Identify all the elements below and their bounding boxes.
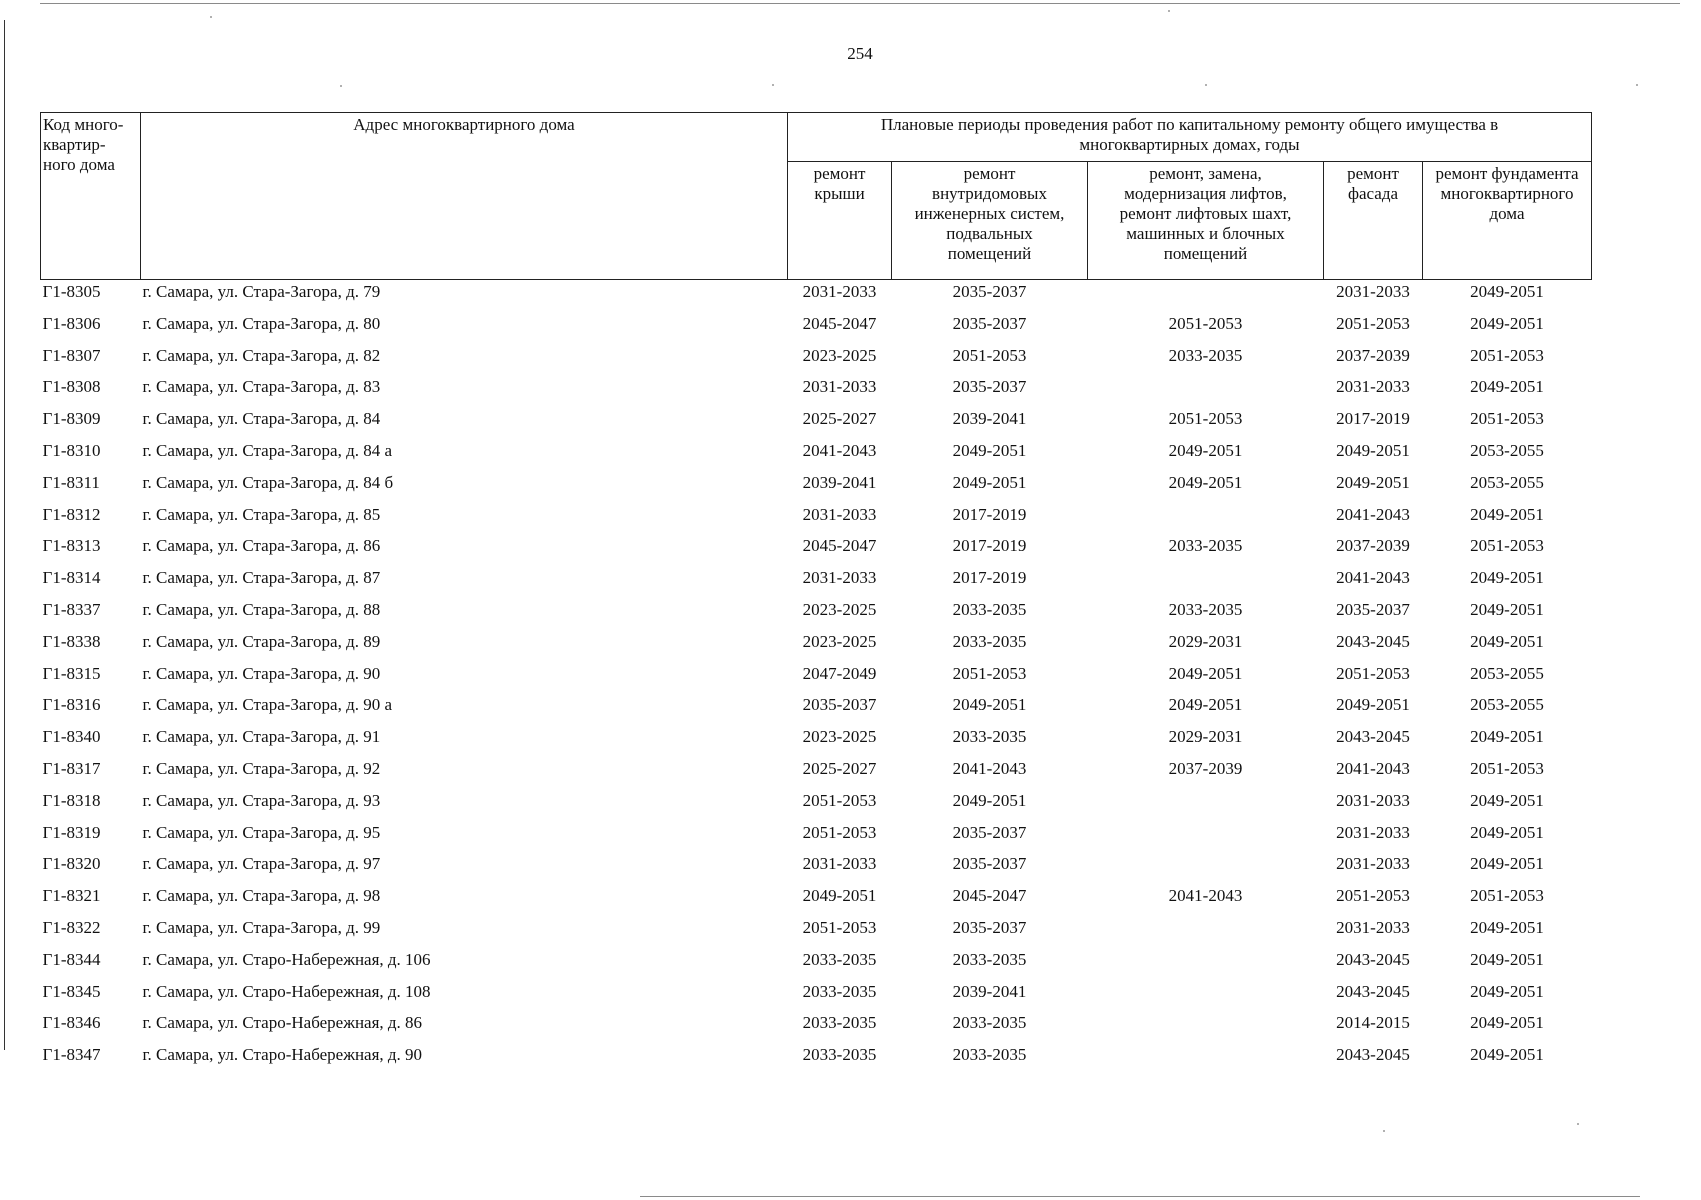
- row-roof-period: 2023-2025: [802, 345, 877, 365]
- header-address: [141, 113, 788, 280]
- row-address: г. Самара, ул. Стара-Загора, д. 93: [142, 790, 381, 810]
- page-number: 254: [847, 44, 873, 63]
- row-systems-period: 2035-2037: [952, 854, 1027, 874]
- header-line: подвальных: [946, 224, 1033, 244]
- row-systems-period: 2049-2051: [952, 790, 1027, 810]
- table-row: [41, 346, 1592, 378]
- row-facade-period: 2043-2045: [1336, 949, 1410, 969]
- row-systems-period: 2049-2051: [952, 440, 1027, 460]
- row-address: г. Самара, ул. Старо-Набережная, д. 90: [142, 1045, 423, 1065]
- row-facade-period: 2041-2043: [1336, 758, 1410, 778]
- row-address: г. Самара, ул. Стара-Загора, д. 95: [142, 822, 381, 842]
- row-foundation-period: 2049-2051: [1470, 282, 1544, 301]
- row-address: г. Самара, ул. Стара-Загора, д. 92: [142, 758, 381, 778]
- header-line: фасада: [1347, 184, 1399, 204]
- row-address: г. Самара, ул. Стара-Загора, д. 97: [142, 854, 381, 874]
- row-code: Г1-8314: [42, 568, 101, 588]
- row-code: Г1-8308: [42, 377, 101, 397]
- row-roof-period: 2031-2033: [802, 504, 877, 524]
- header-code: [41, 113, 141, 280]
- table-row: [41, 727, 1592, 759]
- row-code: Г1-8310: [42, 440, 101, 460]
- header-periods-line: многоквартирных домах, годы: [1079, 135, 1300, 154]
- row-code: Г1-8344: [42, 949, 101, 969]
- row-facade-period: 2051-2053: [1336, 313, 1410, 333]
- row-address: г. Самара, ул. Стара-Загора, д. 91: [142, 727, 381, 747]
- row-code: Г1-8346: [42, 1013, 101, 1033]
- row-address: г. Самара, ул. Стара-Загора, д. 90 а: [142, 695, 393, 715]
- repair-schedule-table: [40, 112, 1592, 1077]
- row-systems-period: 2049-2051: [952, 695, 1027, 715]
- row-address: г. Самара, ул. Стара-Загора, д. 90: [142, 663, 381, 683]
- row-foundation-period: 2049-2051: [1470, 631, 1544, 651]
- row-roof-period: 2035-2037: [802, 695, 877, 715]
- row-address: г. Самара, ул. Старо-Набережная, д. 86: [142, 1013, 423, 1033]
- row-systems-period: 2033-2035: [952, 949, 1027, 969]
- row-lifts-period: 2049-2051: [1168, 440, 1243, 460]
- scan-speck: [772, 84, 774, 86]
- row-systems-period: 2017-2019: [952, 504, 1027, 524]
- row-facade-period: 2031-2033: [1336, 282, 1410, 301]
- row-foundation-period: 2049-2051: [1470, 949, 1544, 969]
- row-roof-period: 2031-2033: [802, 568, 877, 588]
- row-code: Г1-8311: [42, 472, 100, 492]
- table-row: [41, 664, 1592, 696]
- row-roof-period: 2025-2027: [802, 758, 877, 778]
- row-lifts-period: [1088, 823, 1324, 855]
- row-systems-period: 2033-2035: [952, 631, 1027, 651]
- row-lifts-period: 2041-2043: [1168, 886, 1243, 906]
- table-row: [41, 759, 1592, 791]
- header-roof: [788, 162, 892, 280]
- row-roof-period: 2031-2033: [802, 282, 877, 301]
- row-foundation-period: 2049-2051: [1470, 504, 1544, 524]
- row-lifts-period: [1088, 1045, 1324, 1077]
- row-facade-period: 2049-2051: [1336, 440, 1410, 460]
- row-address: г. Самара, ул. Стара-Загора, д. 89: [142, 631, 381, 651]
- table-row: [41, 505, 1592, 537]
- header-line: помещений: [1163, 244, 1248, 264]
- row-roof-period: 2051-2053: [802, 822, 877, 842]
- row-roof-period: 2023-2025: [802, 727, 877, 747]
- row-foundation-period: 2049-2051: [1470, 917, 1544, 937]
- header-code-line: Код много-: [43, 115, 124, 134]
- header-address-label: Адрес многоквартирного дома: [353, 115, 575, 134]
- row-facade-period: 2051-2053: [1336, 886, 1410, 906]
- row-address: г. Самара, ул. Старо-Набережная, д. 106: [142, 949, 431, 969]
- row-facade-period: 2014-2015: [1336, 1013, 1410, 1033]
- table-row: [41, 854, 1592, 886]
- row-facade-period: 2031-2033: [1336, 377, 1410, 397]
- table-row: [41, 632, 1592, 664]
- header-lifts: [1088, 162, 1324, 280]
- row-lifts-period: 2051-2053: [1168, 313, 1243, 333]
- row-code: Г1-8320: [42, 854, 101, 874]
- row-facade-period: 2043-2045: [1336, 631, 1410, 651]
- row-lifts-period: [1088, 854, 1324, 886]
- header-line: инженерных систем,: [914, 204, 1065, 224]
- row-systems-period: 2033-2035: [952, 599, 1027, 619]
- header-line: ремонт: [813, 164, 866, 184]
- row-address: г. Самара, ул. Старо-Набережная, д. 108: [142, 981, 431, 1001]
- row-roof-period: 2045-2047: [802, 536, 877, 556]
- table-row: [41, 1013, 1592, 1045]
- row-code: Г1-8322: [42, 917, 101, 937]
- row-foundation-period: 2053-2055: [1470, 472, 1544, 492]
- row-systems-period: 2017-2019: [952, 568, 1027, 588]
- row-lifts-period: 2033-2035: [1168, 536, 1243, 556]
- header-line: помещений: [947, 244, 1032, 264]
- row-foundation-period: 2049-2051: [1470, 1013, 1544, 1033]
- row-facade-period: 2041-2043: [1336, 504, 1410, 524]
- row-code: Г1-8318: [42, 790, 101, 810]
- row-facade-period: 2031-2033: [1336, 790, 1410, 810]
- scan-edge-top: [40, 3, 1680, 4]
- row-foundation-period: 2049-2051: [1470, 1045, 1544, 1065]
- table-row: [41, 536, 1592, 568]
- header-code-line: ного дома: [43, 155, 115, 174]
- row-code: Г1-8309: [42, 409, 101, 429]
- row-foundation-period: 2049-2051: [1470, 568, 1544, 588]
- row-code: Г1-8337: [42, 599, 101, 619]
- row-systems-period: 2041-2043: [952, 758, 1027, 778]
- header-line: ремонт лифтовых шахт,: [1119, 204, 1292, 224]
- header-periods-line: Плановые периоды проведения работ по капитальному ремонту общего имущества в: [880, 115, 1499, 134]
- row-facade-period: 2043-2045: [1336, 1045, 1410, 1065]
- row-roof-period: 2033-2035: [802, 949, 877, 969]
- row-address: г. Самара, ул. Стара-Загора, д. 85: [142, 504, 381, 524]
- row-lifts-period: 2033-2035: [1168, 345, 1243, 365]
- row-lifts-period: [1088, 1013, 1324, 1045]
- row-facade-period: 2041-2043: [1336, 568, 1410, 588]
- header-line: машинных и блочных: [1126, 224, 1285, 244]
- row-systems-period: 2033-2035: [952, 1045, 1027, 1065]
- row-roof-period: 2031-2033: [802, 854, 877, 874]
- row-facade-period: 2049-2051: [1336, 472, 1410, 492]
- row-facade-period: 2043-2045: [1336, 981, 1410, 1001]
- row-address: г. Самара, ул. Стара-Загора, д. 98: [142, 886, 381, 906]
- row-address: г. Самара, ул. Стара-Загора, д. 84 б: [142, 472, 394, 492]
- row-systems-period: 2039-2041: [952, 409, 1027, 429]
- scan-speck: [340, 85, 342, 87]
- table-row: [41, 280, 1592, 314]
- row-systems-period: 2033-2035: [952, 727, 1027, 747]
- table-row: [41, 791, 1592, 823]
- row-roof-period: 2047-2049: [802, 663, 877, 683]
- row-code: Г1-8347: [42, 1045, 101, 1065]
- row-lifts-period: [1088, 505, 1324, 537]
- row-code: Г1-8321: [42, 886, 101, 906]
- row-code: Г1-8307: [42, 345, 101, 365]
- table-row: [41, 982, 1592, 1014]
- row-roof-period: 2023-2025: [802, 599, 877, 619]
- row-address: г. Самара, ул. Стара-Загора, д. 80: [142, 313, 381, 333]
- scan-speck: [1383, 1130, 1385, 1132]
- row-code: Г1-8319: [42, 822, 101, 842]
- row-facade-period: 2051-2053: [1336, 663, 1410, 683]
- row-foundation-period: 2049-2051: [1470, 790, 1544, 810]
- row-lifts-period: 2037-2039: [1168, 758, 1243, 778]
- row-systems-period: 2039-2041: [952, 981, 1027, 1001]
- row-lifts-period: 2029-2031: [1168, 727, 1243, 747]
- row-lifts-period: 2049-2051: [1168, 695, 1243, 715]
- table-row: [41, 950, 1592, 982]
- scan-edge-left: [4, 20, 5, 1050]
- row-roof-period: 2033-2035: [802, 1045, 877, 1065]
- table-row: [41, 918, 1592, 950]
- row-lifts-period: [1088, 568, 1324, 600]
- row-systems-period: 2017-2019: [952, 536, 1027, 556]
- table-row: [41, 600, 1592, 632]
- header-line: ремонт: [963, 164, 1016, 184]
- row-address: г. Самара, ул. Стара-Загора, д. 87: [142, 568, 381, 588]
- row-foundation-period: 2049-2051: [1470, 599, 1544, 619]
- row-lifts-period: 2029-2031: [1168, 631, 1243, 651]
- table-row: [41, 568, 1592, 600]
- row-roof-period: 2033-2035: [802, 1013, 877, 1033]
- row-address: г. Самара, ул. Стара-Загора, д. 99: [142, 917, 381, 937]
- scan-speck: [210, 16, 212, 18]
- row-lifts-period: 2049-2051: [1168, 472, 1243, 492]
- row-roof-period: 2023-2025: [802, 631, 877, 651]
- row-systems-period: 2051-2053: [952, 345, 1027, 365]
- row-lifts-period: 2051-2053: [1168, 409, 1243, 429]
- row-code: Г1-8306: [42, 313, 101, 333]
- header-foundation: [1423, 162, 1592, 280]
- row-lifts-period: [1088, 377, 1324, 409]
- scan-edge-bottom: [640, 1196, 1640, 1197]
- row-systems-period: 2035-2037: [952, 282, 1027, 301]
- row-lifts-period: [1088, 791, 1324, 823]
- row-foundation-period: 2049-2051: [1470, 377, 1544, 397]
- row-lifts-period: [1088, 950, 1324, 982]
- header-systems: [892, 162, 1088, 280]
- row-foundation-period: 2051-2053: [1470, 758, 1544, 778]
- header-facade: [1324, 162, 1423, 280]
- row-foundation-period: 2053-2055: [1470, 440, 1544, 460]
- header-line: модернизация лифтов,: [1124, 184, 1287, 204]
- row-roof-period: 2031-2033: [802, 377, 877, 397]
- header-line: крыши: [814, 184, 865, 204]
- row-facade-period: 2031-2033: [1336, 854, 1410, 874]
- row-roof-period: 2041-2043: [802, 440, 877, 460]
- row-systems-period: 2033-2035: [952, 1013, 1027, 1033]
- row-systems-period: 2035-2037: [952, 313, 1027, 333]
- row-foundation-period: 2049-2051: [1470, 854, 1544, 874]
- table-row: [41, 886, 1592, 918]
- row-lifts-period: 2049-2051: [1168, 663, 1243, 683]
- row-address: г. Самара, ул. Стара-Загора, д. 84: [142, 409, 381, 429]
- row-systems-period: 2049-2051: [952, 472, 1027, 492]
- row-foundation-period: 2053-2055: [1470, 663, 1544, 683]
- row-lifts-period: 2033-2035: [1168, 599, 1243, 619]
- row-foundation-period: 2049-2051: [1470, 313, 1544, 333]
- row-foundation-period: 2051-2053: [1470, 886, 1544, 906]
- header-line: ремонт: [1347, 164, 1399, 184]
- table-row: [41, 823, 1592, 855]
- scan-speck: [1577, 1123, 1579, 1125]
- row-lifts-period: [1088, 918, 1324, 950]
- row-roof-period: 2045-2047: [802, 313, 877, 333]
- row-roof-period: 2051-2053: [802, 790, 877, 810]
- row-code: Г1-8312: [42, 504, 101, 524]
- row-address: г. Самара, ул. Стара-Загора, д. 83: [142, 377, 381, 397]
- table-row: [41, 695, 1592, 727]
- row-code: Г1-8338: [42, 631, 101, 651]
- row-foundation-period: 2051-2053: [1470, 536, 1544, 556]
- row-foundation-period: 2049-2051: [1470, 981, 1544, 1001]
- row-roof-period: 2051-2053: [802, 917, 877, 937]
- row-facade-period: 2035-2037: [1336, 599, 1410, 619]
- row-code: Г1-8345: [42, 981, 101, 1001]
- row-systems-period: 2035-2037: [952, 917, 1027, 937]
- row-address: г. Самара, ул. Стара-Загора, д. 79: [142, 282, 381, 301]
- scan-speck: [1168, 10, 1170, 12]
- row-facade-period: 2043-2045: [1336, 727, 1410, 747]
- row-code: Г1-8340: [42, 727, 101, 747]
- row-facade-period: 2031-2033: [1336, 822, 1410, 842]
- header-periods: [788, 113, 1592, 162]
- row-systems-period: 2045-2047: [952, 886, 1027, 906]
- table-row: [41, 409, 1592, 441]
- row-code: Г1-8305: [42, 282, 101, 301]
- table-row: [41, 377, 1592, 409]
- row-foundation-period: 2051-2053: [1470, 345, 1544, 365]
- row-lifts-period: [1088, 982, 1324, 1014]
- row-address: г. Самара, ул. Стара-Загора, д. 86: [142, 536, 381, 556]
- scan-speck: [1636, 84, 1638, 86]
- row-code: Г1-8315: [42, 663, 101, 683]
- row-foundation-period: 2053-2055: [1470, 695, 1544, 715]
- row-roof-period: 2033-2035: [802, 981, 877, 1001]
- row-address: г. Самара, ул. Стара-Загора, д. 88: [142, 599, 381, 619]
- header-line: ремонт фундамента: [1435, 164, 1579, 184]
- table-body: [41, 280, 1592, 1077]
- row-code: Г1-8313: [42, 536, 101, 556]
- row-systems-period: 2035-2037: [952, 377, 1027, 397]
- row-systems-period: 2051-2053: [952, 663, 1027, 683]
- header-code-line: квартир-: [43, 135, 106, 154]
- row-foundation-period: 2049-2051: [1470, 727, 1544, 747]
- header-line: дома: [1489, 204, 1525, 224]
- row-facade-period: 2037-2039: [1336, 345, 1410, 365]
- table-row: [41, 441, 1592, 473]
- row-systems-period: 2035-2037: [952, 822, 1027, 842]
- row-code: Г1-8316: [42, 695, 101, 715]
- row-roof-period: 2049-2051: [802, 886, 877, 906]
- scan-speck: [1205, 84, 1207, 86]
- row-facade-period: 2037-2039: [1336, 536, 1410, 556]
- row-facade-period: 2017-2019: [1336, 409, 1410, 429]
- row-address: г. Самара, ул. Стара-Загора, д. 82: [142, 345, 381, 365]
- row-facade-period: 2049-2051: [1336, 695, 1410, 715]
- header-line: внутридомовых: [932, 184, 1047, 204]
- table-row: [41, 314, 1592, 346]
- row-facade-period: 2031-2033: [1336, 917, 1410, 937]
- table-row: [41, 473, 1592, 505]
- row-foundation-period: 2049-2051: [1470, 822, 1544, 842]
- row-address: г. Самара, ул. Стара-Загора, д. 84 а: [142, 440, 393, 460]
- header-line: ремонт, замена,: [1149, 164, 1262, 184]
- table-row: [41, 1045, 1592, 1077]
- row-roof-period: 2039-2041: [802, 472, 877, 492]
- row-code: Г1-8317: [42, 758, 101, 778]
- row-lifts-period: [1088, 280, 1324, 314]
- header-line: многоквартирного: [1440, 184, 1574, 204]
- row-roof-period: 2025-2027: [802, 409, 877, 429]
- row-foundation-period: 2051-2053: [1470, 409, 1544, 429]
